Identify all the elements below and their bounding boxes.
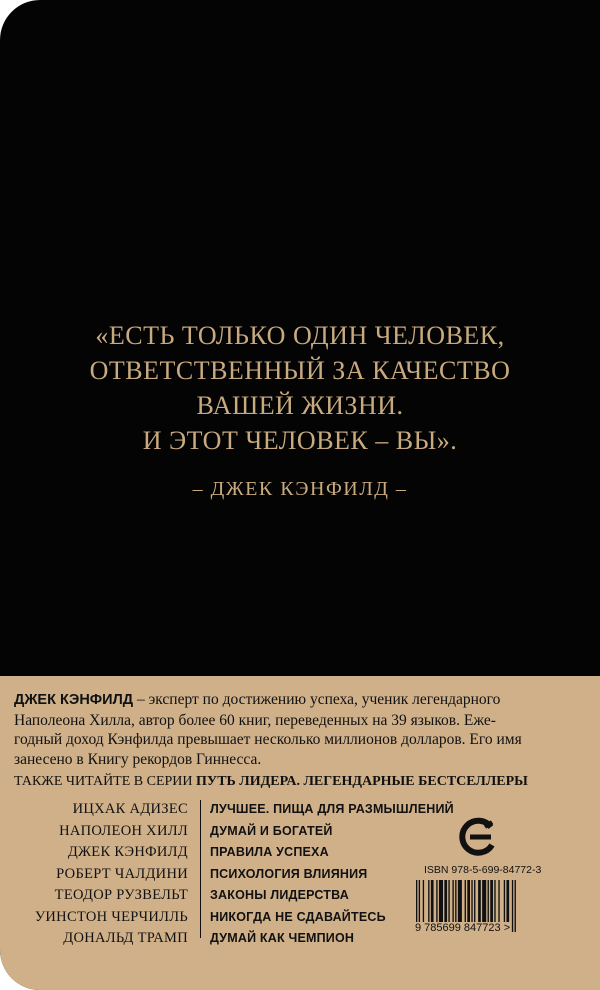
book-author: ИЦХАК АДИЗЕС — [72, 801, 188, 817]
quote-author: – ДЖЕК КЭНФИЛД – — [192, 478, 408, 500]
barcode-digits: 9 785699 847723 > — [415, 922, 511, 934]
bio-author-name: ДЖЕК КЭНФИЛД — [14, 692, 134, 708]
eksmo-e-logo-icon — [458, 816, 498, 856]
book-author: ДЖЕК КЭНФИЛД — [67, 844, 188, 860]
book-author: УИНСТОН ЧЕРЧИЛЛЬ — [34, 908, 188, 925]
list-item — [0, 844, 600, 866]
quote-line: ВАШЕЙ ЖИЗНИ. — [196, 391, 404, 420]
book-title: НИКОГДА НЕ СДАВАЙТЕСЬ — [210, 909, 386, 924]
book-title: ДУМАЙ КАК ЧЕМПИОН — [210, 931, 355, 945]
quote-line: ОТВЕТСТВЕННЫЙ ЗА КАЧЕСТВО — [89, 356, 511, 385]
list-item — [0, 823, 600, 845]
bio-text: Наполеона Хилла, автор более 60 книг, переведенных на 39 языков. Еже- — [14, 711, 496, 729]
series-name: ПУТЬ ЛИДЕРА. ЛЕГЕНДАРНЫЕ БЕСТСЕЛЛЕРЫ — [196, 774, 528, 789]
book-author: НАПОЛЕОН ХИЛЛ — [59, 822, 188, 839]
quote-line: «ЕСТЬ ТОЛЬКО ОДИН ЧЕЛОВЕК, — [95, 321, 505, 350]
series-heading — [14, 774, 586, 790]
bio-text: занесено в Книгу рекордов Гиннесса. — [14, 750, 262, 768]
series-prefix: ТАКЖЕ ЧИТАЙТЕ В СЕРИИ — [14, 774, 197, 789]
book-title: ПРАВИЛА УСПЕХА — [210, 845, 329, 859]
quote-line: И ЭТОТ ЧЕЛОВЕК – ВЫ». — [142, 426, 458, 455]
book-author: РОБЕРТ ЧАЛДИНИ — [56, 865, 188, 882]
quote-block — [40, 318, 560, 458]
bio-text: – эксперт по достижению успеха, ученик легендарного — [133, 691, 501, 708]
author-bio — [14, 690, 586, 769]
list-item — [0, 801, 600, 823]
book-title: ДУМАЙ И БОГАТЕЙ — [210, 823, 333, 838]
isbn-text: ISBN 978-5-699-84772-3 — [424, 864, 542, 876]
book-title: ЛУЧШЕЕ. ПИЩА ДЛЯ РАЗМЫШЛЕНИЙ — [210, 802, 454, 816]
book-author: ТЕОДОР РУЗВЕЛЬТ — [54, 887, 188, 903]
book-title: ПСИХОЛОГИЯ ВЛИЯНИЯ — [210, 866, 368, 881]
bio-text: годный доход Кэнфилда превышает несколько миллионов долларов. Его имя — [14, 731, 522, 748]
book-author: ДОНАЛЬД ТРАМП — [63, 930, 188, 946]
book-title: ЗАКОНЫ ЛИДЕРСТВА — [210, 888, 349, 902]
